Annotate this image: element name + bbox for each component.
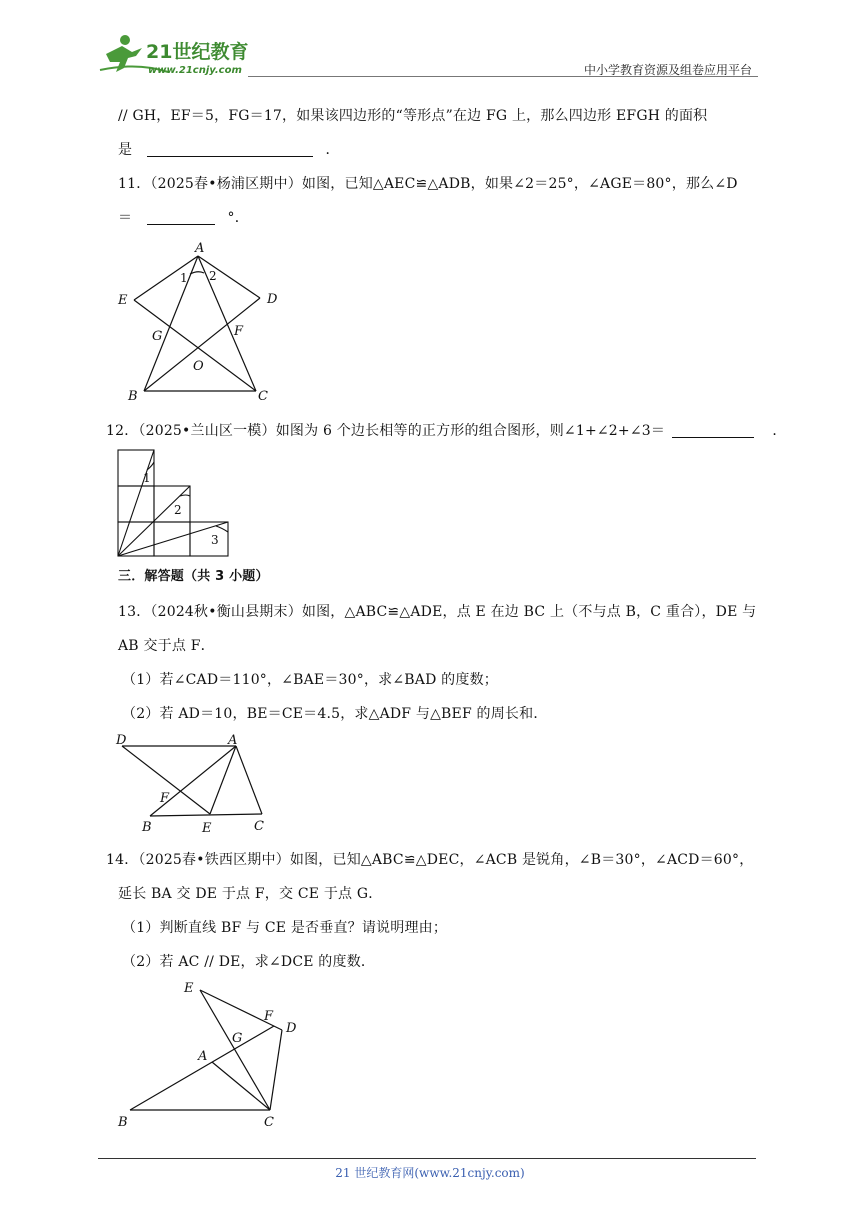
q11-line1: 11．（2025春•杨浦区期中）如图，已知△AEC≌△ADB，如果∠2＝25°，∠AGE＝80°，那么∠D: [118, 176, 738, 192]
logo-sub-text: www.21cnjy.com: [148, 65, 242, 76]
q11-line2-prefix: ＝: [118, 210, 133, 226]
q13-line1: 13．（2024秋•衡山县期末）如图，△ABC≌△ADE，点 E 在边 BC 上（不与点 B，C 重合），DE 与: [118, 604, 757, 620]
q11-label-D: D: [267, 292, 278, 307]
q10-line2: [118, 140, 340, 160]
page-header: [98, 28, 758, 80]
q14-label-A: A: [198, 1049, 208, 1064]
q13-part1: （1）若∠CAD＝110°，∠BAE＝30°，求∠BAD 的度数；: [122, 672, 498, 688]
q14-label-C: C: [264, 1115, 274, 1130]
q13-figure: [112, 730, 272, 838]
q11-line2-suffix: °．: [227, 210, 249, 226]
q14-label-D: D: [286, 1021, 297, 1036]
q11-label-O: O: [193, 359, 204, 374]
q11-label-1: 1: [180, 271, 188, 285]
q13-part2: （2）若 AD＝10，BE＝CE＝4.5，求△ADF 与△BEF 的周长和．: [122, 706, 548, 722]
q11-line2: [118, 208, 249, 228]
q12-line1-suffix: ．: [772, 423, 787, 439]
logo-runner-head-icon: [120, 35, 130, 45]
footer-divider: [98, 1158, 756, 1159]
q11-figure: [110, 236, 290, 406]
q11-label-E: E: [118, 293, 128, 308]
q13-label-B: B: [142, 820, 152, 835]
q13-label-E: E: [202, 821, 212, 836]
q12-answer-blank[interactable]: [672, 424, 754, 438]
logo-main-text: 21世纪教育: [146, 41, 249, 63]
q14-line2: 延长 BA 交 DE 于点 F，交 CE 于点 G．: [118, 886, 383, 902]
q10-line2-suffix: ．: [325, 142, 340, 158]
q14-label-G: G: [232, 1031, 243, 1046]
q10-line1: // GH，EF＝5，FG＝17，如果该四边形的“等形点”在边 FG 上，那么四边形 EFGH 的面积: [118, 108, 708, 124]
q12-text: 12．（2025•兰山区一模）如图为 6 个边长相等的正方形的组合图形，则∠1+∠2+∠3＝: [106, 423, 666, 439]
header-divider: [248, 76, 758, 77]
q10-line2-prefix: 是: [118, 142, 133, 158]
q13-line2: AB 交于点 F．: [118, 638, 215, 654]
q11-label-C: C: [258, 389, 268, 404]
q14-figure: [114, 978, 314, 1134]
q12-label-2: 2: [174, 503, 182, 517]
section-3-title: 三．解答题（共 3 小题）: [118, 569, 269, 584]
q12-line1: [106, 421, 787, 441]
q13-label-F: F: [160, 791, 170, 806]
q11-answer-blank[interactable]: [147, 211, 215, 225]
q14-part2: （2）若 AC // DE，求∠DCE 的度数．: [122, 954, 376, 970]
q11-label-A: A: [195, 241, 205, 256]
q11-label-F: F: [234, 324, 244, 339]
q14-part1: （1）判断直线 BF 与 CE 是否垂直？请说明理由；: [122, 920, 448, 936]
q14-label-B: B: [118, 1115, 128, 1130]
q14-label-E: E: [184, 981, 194, 996]
q11-label-B: B: [128, 389, 138, 404]
q13-label-A: A: [228, 733, 238, 748]
q14-line1: 14．（2025春•铁西区期中）如图，已知△ABC≌△DEC，∠ACB 是锐角，∠B＝30°，∠ACD＝60°，: [106, 852, 754, 868]
site-logo: [98, 32, 268, 78]
q12-label-1: 1: [143, 471, 151, 485]
page-footer: 21 世纪教育网(www.21cnjy.com): [335, 1166, 525, 1180]
platform-name: 中小学教育资源及组卷应用平台: [583, 63, 752, 77]
q11-label-2: 2: [209, 269, 217, 283]
q12-label-3: 3: [211, 533, 219, 547]
q13-label-D: D: [116, 733, 127, 748]
q12-figure: [116, 448, 232, 558]
q13-label-C: C: [254, 819, 264, 834]
q11-label-G: G: [152, 329, 163, 344]
q14-label-F: F: [264, 1009, 274, 1024]
q10-answer-blank[interactable]: [147, 143, 313, 157]
